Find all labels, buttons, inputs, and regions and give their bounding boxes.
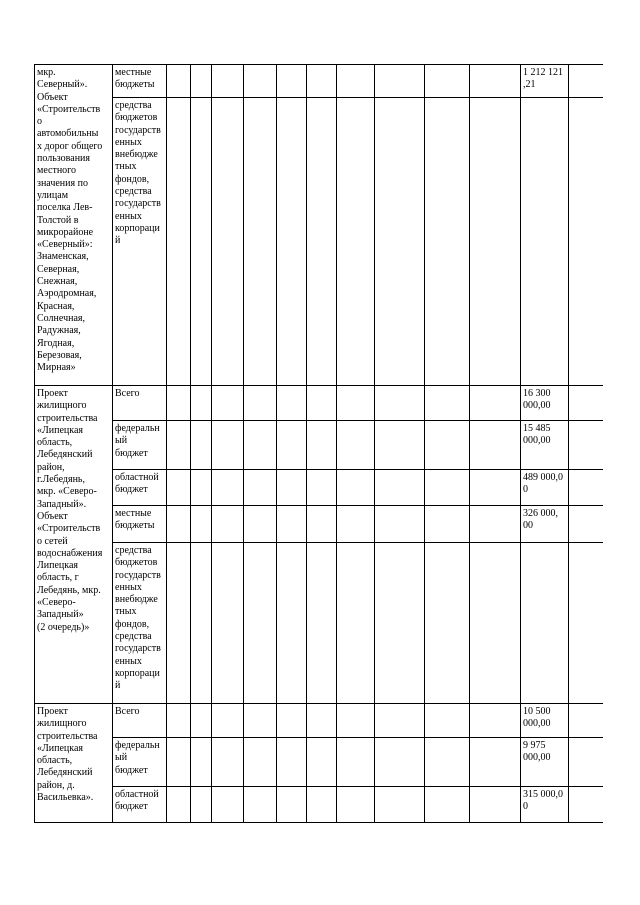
empty-cell (569, 738, 603, 787)
empty-cell (337, 704, 375, 738)
empty-cell (337, 470, 375, 506)
empty-cell (375, 421, 425, 470)
empty-cell (425, 470, 470, 506)
empty-cell (307, 98, 337, 386)
empty-cell (470, 470, 521, 506)
empty-cell (375, 470, 425, 506)
funding-source-cell (113, 506, 167, 543)
empty-cell (167, 65, 191, 98)
empty-cell (337, 506, 375, 543)
empty-cell (244, 787, 277, 823)
empty-cell (277, 98, 307, 386)
empty-cell (470, 421, 521, 470)
empty-cell (569, 704, 603, 738)
empty-cell (470, 65, 521, 98)
empty-cell (212, 65, 244, 98)
empty-cell (425, 421, 470, 470)
empty-cell (470, 787, 521, 823)
funding-source-text: федеральн ый бюджет (115, 740, 160, 776)
empty-cell (470, 738, 521, 787)
table-row (35, 543, 603, 704)
table-row (35, 704, 603, 738)
empty-cell (212, 98, 244, 386)
empty-cell (307, 704, 337, 738)
amount-text: 489 000,0 0 (523, 472, 563, 496)
empty-cell (307, 787, 337, 823)
empty-cell (167, 738, 191, 787)
empty-cell (375, 704, 425, 738)
empty-cell (425, 386, 470, 421)
empty-cell (212, 787, 244, 823)
empty-cell (191, 543, 212, 704)
empty-cell (337, 386, 375, 421)
empty-cell (244, 738, 277, 787)
empty-cell (569, 421, 603, 470)
table-row (35, 386, 603, 421)
empty-cell (244, 98, 277, 386)
table-row (35, 738, 603, 787)
empty-cell (307, 506, 337, 543)
empty-cell (425, 704, 470, 738)
funding-source-cell (113, 738, 167, 787)
budget-table (34, 64, 603, 823)
empty-cell (470, 98, 521, 386)
funding-source-cell (113, 787, 167, 823)
empty-cell (470, 506, 521, 543)
amount-cell (521, 421, 569, 470)
empty-cell (167, 470, 191, 506)
table-row (35, 421, 603, 470)
empty-cell (375, 65, 425, 98)
empty-cell (425, 98, 470, 386)
empty-cell (167, 421, 191, 470)
empty-cell (375, 98, 425, 386)
funding-source-cell (113, 470, 167, 506)
empty-cell (212, 738, 244, 787)
project-description-cell (35, 704, 113, 823)
empty-cell (337, 98, 375, 386)
table-row (35, 98, 603, 386)
amount-cell (521, 65, 569, 98)
empty-cell (277, 506, 307, 543)
empty-cell (277, 386, 307, 421)
empty-cell (191, 386, 212, 421)
empty-cell (337, 421, 375, 470)
empty-cell (277, 543, 307, 704)
amount-cell (521, 470, 569, 506)
funding-source-cell (113, 65, 167, 98)
empty-cell (277, 704, 307, 738)
funding-source-cell (113, 543, 167, 704)
table-row (35, 787, 603, 823)
empty-cell (277, 65, 307, 98)
amount-text: 16 300 000,00 (523, 388, 551, 412)
empty-cell (425, 506, 470, 543)
empty-cell (212, 506, 244, 543)
amount-text: 326 000, 00 (523, 508, 558, 532)
empty-cell (191, 506, 212, 543)
empty-cell (212, 704, 244, 738)
funding-source-cell (113, 421, 167, 470)
empty-cell (337, 65, 375, 98)
empty-cell (277, 787, 307, 823)
project-description-text: мкр. Северный». Объект «Строительств о автомобильны х дорог общего пользования местного значения по улицам поселка Лев- Толстой в микрорайоне «Северный»: Знаменская, Северная, Снежная, Аэродромная, Красная, Солнечная, Радужная, Ягодная, Березовая, Мирная» (37, 67, 103, 374)
amount-text: 15 485 000,00 (523, 423, 551, 447)
empty-cell (212, 421, 244, 470)
empty-cell (470, 543, 521, 704)
empty-cell (569, 787, 603, 823)
empty-cell (277, 738, 307, 787)
empty-cell (167, 704, 191, 738)
empty-cell (244, 65, 277, 98)
empty-cell (337, 543, 375, 704)
funding-source-text: Всего (115, 388, 140, 399)
empty-cell (167, 787, 191, 823)
empty-cell (191, 470, 212, 506)
empty-cell (569, 470, 603, 506)
empty-cell (244, 704, 277, 738)
empty-cell (244, 386, 277, 421)
empty-cell (375, 738, 425, 787)
empty-cell (167, 506, 191, 543)
empty-cell (191, 738, 212, 787)
empty-cell (307, 738, 337, 787)
project-description-cell (35, 386, 113, 704)
empty-cell (425, 65, 470, 98)
empty-cell (167, 386, 191, 421)
table-body (35, 65, 603, 823)
funding-source-text: местные бюджеты (115, 67, 155, 91)
empty-cell (191, 787, 212, 823)
funding-source-text: Всего (115, 706, 140, 717)
empty-cell (212, 470, 244, 506)
funding-source-cell (113, 98, 167, 386)
empty-cell (307, 543, 337, 704)
funding-source-text: областной бюджет (115, 472, 159, 496)
amount-text: 1 212 121 ,21 (523, 67, 563, 91)
funding-source-cell (113, 704, 167, 738)
amount-cell (521, 98, 569, 386)
empty-cell (569, 386, 603, 421)
empty-cell (375, 543, 425, 704)
amount-cell (521, 787, 569, 823)
empty-cell (244, 543, 277, 704)
funding-source-text: средства бюджетов государств енных внебюдже тных фондов, средства государств енных корпораци й (115, 545, 161, 692)
empty-cell (244, 506, 277, 543)
empty-cell (307, 386, 337, 421)
empty-cell (569, 543, 603, 704)
empty-cell (277, 470, 307, 506)
funding-source-text: федеральн ый бюджет (115, 423, 160, 459)
empty-cell (375, 506, 425, 543)
amount-cell (521, 704, 569, 738)
empty-cell (167, 543, 191, 704)
empty-cell (569, 506, 603, 543)
empty-cell (425, 543, 470, 704)
empty-cell (244, 421, 277, 470)
project-description-text: Проект жилищного строительства «Липецкая область, Лебедянский район, г.Лебедянь, мкр. «Северо- Западный». Объект «Строительств о сетей водоснабжения Липецкая область, г Лебедянь, мкр. «Северо- Западный» (2 очередь)» (37, 388, 103, 633)
empty-cell (307, 421, 337, 470)
empty-cell (375, 787, 425, 823)
amount-text: 10 500 000,00 (523, 706, 551, 730)
empty-cell (191, 421, 212, 470)
empty-cell (307, 470, 337, 506)
empty-cell (277, 421, 307, 470)
amount-text: 9 975 000,00 (523, 740, 551, 764)
funding-source-text: средства бюджетов государств енных внебюдже тных фондов, средства государств енных корпораци й (115, 100, 161, 247)
empty-cell (337, 738, 375, 787)
empty-cell (244, 470, 277, 506)
empty-cell (307, 65, 337, 98)
empty-cell (167, 98, 191, 386)
empty-cell (470, 704, 521, 738)
amount-cell (521, 386, 569, 421)
table-row (35, 506, 603, 543)
empty-cell (212, 386, 244, 421)
amount-cell (521, 506, 569, 543)
funding-source-text: областной бюджет (115, 789, 159, 813)
table-row (35, 470, 603, 506)
funding-source-text: местные бюджеты (115, 508, 155, 532)
empty-cell (191, 704, 212, 738)
empty-cell (425, 787, 470, 823)
empty-cell (337, 787, 375, 823)
amount-cell (521, 738, 569, 787)
funding-source-cell (113, 386, 167, 421)
amount-cell (521, 543, 569, 704)
empty-cell (470, 386, 521, 421)
empty-cell (425, 738, 470, 787)
empty-cell (569, 65, 603, 98)
empty-cell (569, 98, 603, 386)
project-description-text: Проект жилищного строительства «Липецкая область, Лебедянский район, д. Васильевка». (37, 706, 98, 804)
empty-cell (375, 386, 425, 421)
table-row (35, 65, 603, 98)
empty-cell (191, 98, 212, 386)
project-description-cell (35, 65, 113, 386)
empty-cell (212, 543, 244, 704)
empty-cell (191, 65, 212, 98)
amount-text: 315 000,0 0 (523, 789, 563, 813)
